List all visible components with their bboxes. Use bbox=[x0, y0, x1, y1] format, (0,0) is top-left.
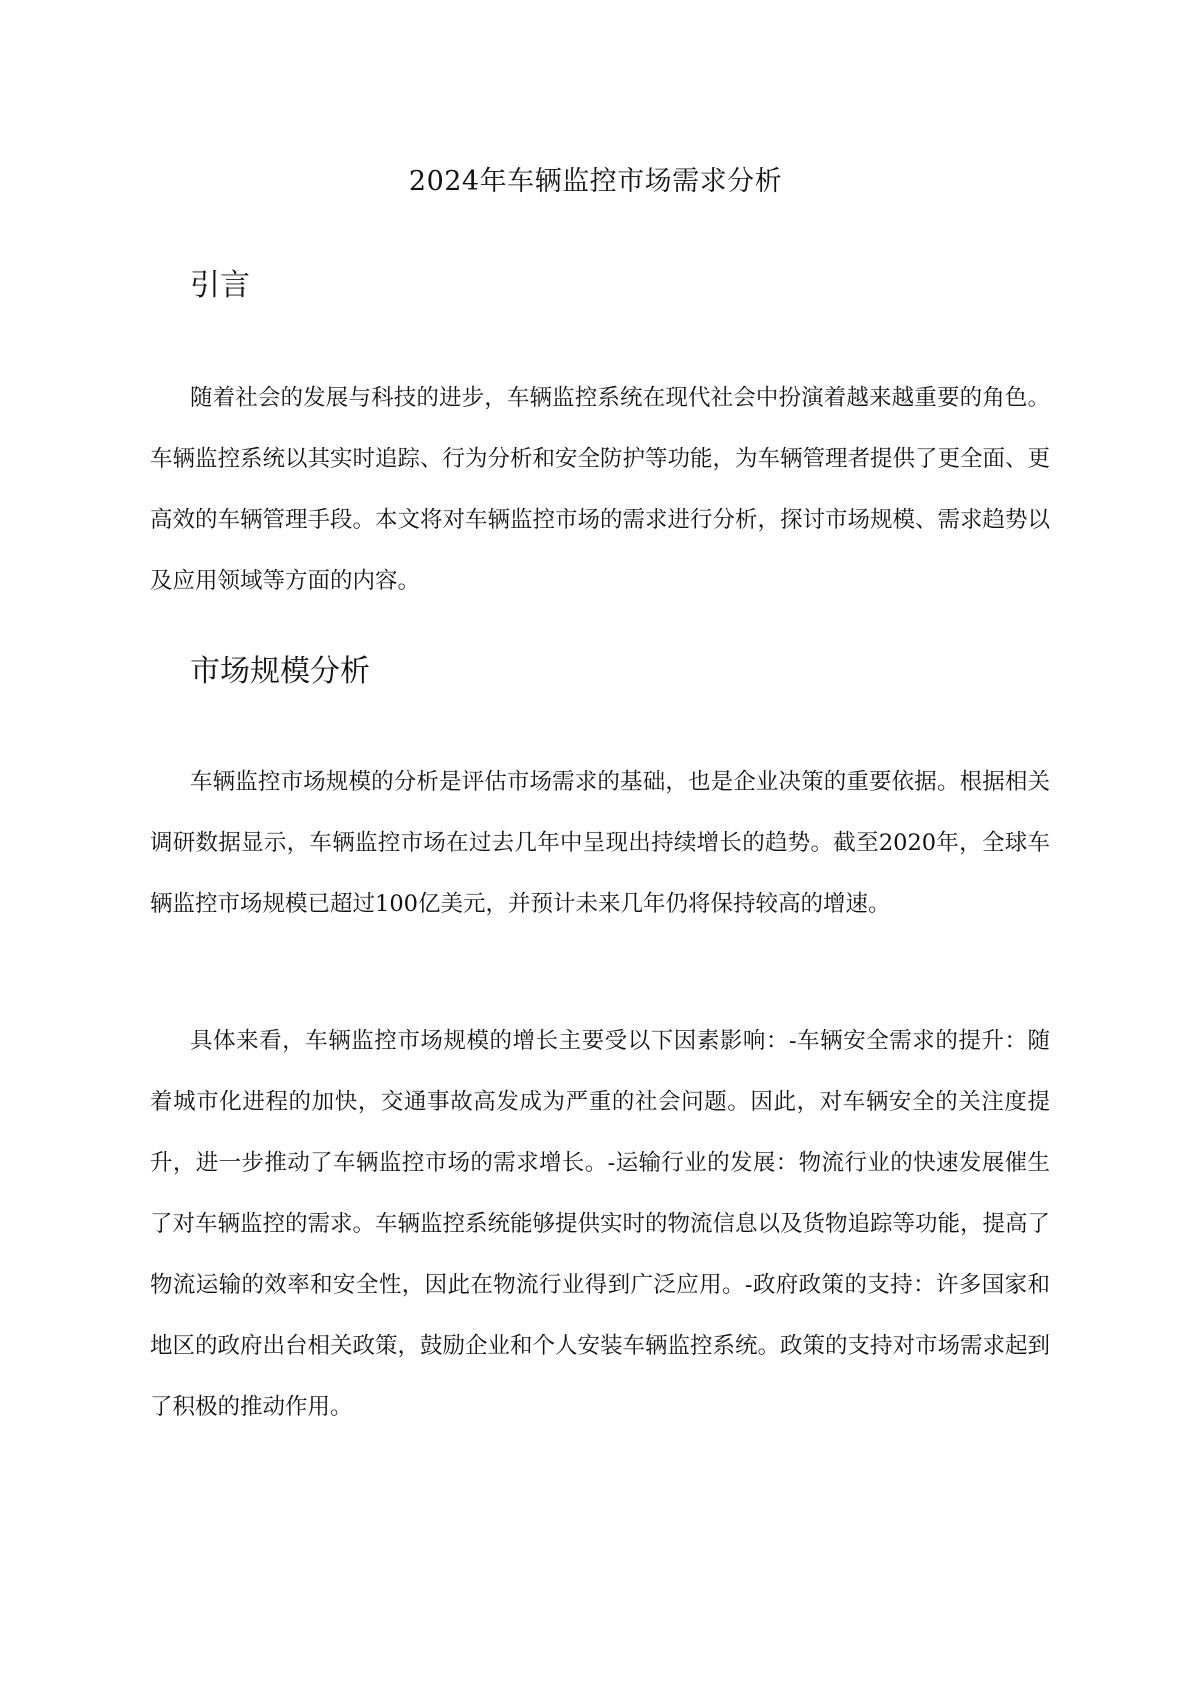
section-heading-introduction: 引言 bbox=[190, 268, 250, 303]
document-title: 2024年车辆监控市场需求分析 bbox=[408, 166, 783, 197]
introduction-paragraph: 随着社会的发展与科技的进步，车辆监控系统在现代社会中扮演着越来越重要的角色。车辆监控系统以其实时追踪、行为分析和安全防护等功能，为车辆管理者提供了更全面、更高效的车辆管理手段。本文将对车辆监控市场的需求进行分析，探讨市场规模、需求趋势以及应用领域等方面的内容。 bbox=[150, 385, 1051, 594]
growth-factors-paragraph: 具体来看，车辆监控市场规模的增长主要受以下因素影响：-车辆安全需求的提升：随着城市化进程的加快，交通事故高发成为严重的社会问题。因此，对车辆安全的关注度提升，进一步推动了车辆监控市场的需求增长。-运输行业的发展：物流行业的快速发展催生了对车辆监控的需求。车辆监控系统能够提供实时的物流信息以及货物追踪等功能，提高了物流运输的效率和安全性，因此在物流行业得到广泛应用。-政府政策的支持：许多国家和地区的政府出台相关政策，鼓励企业和个人安装车辆监控系统。政策的支持对市场需求起到了积极的推动作用。 bbox=[150, 1028, 1051, 1420]
section-heading-market-size: 市场规模分析 bbox=[190, 654, 370, 689]
market-size-paragraph: 车辆监控市场规模的分析是评估市场需求的基础，也是企业决策的重要依据。根据相关调研数据显示，车辆监控市场在过去几年中呈现出持续增长的趋势。截至2020年，全球车辆监控市场规模已超过100亿美元，并预计未来几年仍将保持较高的增速。 bbox=[150, 769, 1050, 917]
